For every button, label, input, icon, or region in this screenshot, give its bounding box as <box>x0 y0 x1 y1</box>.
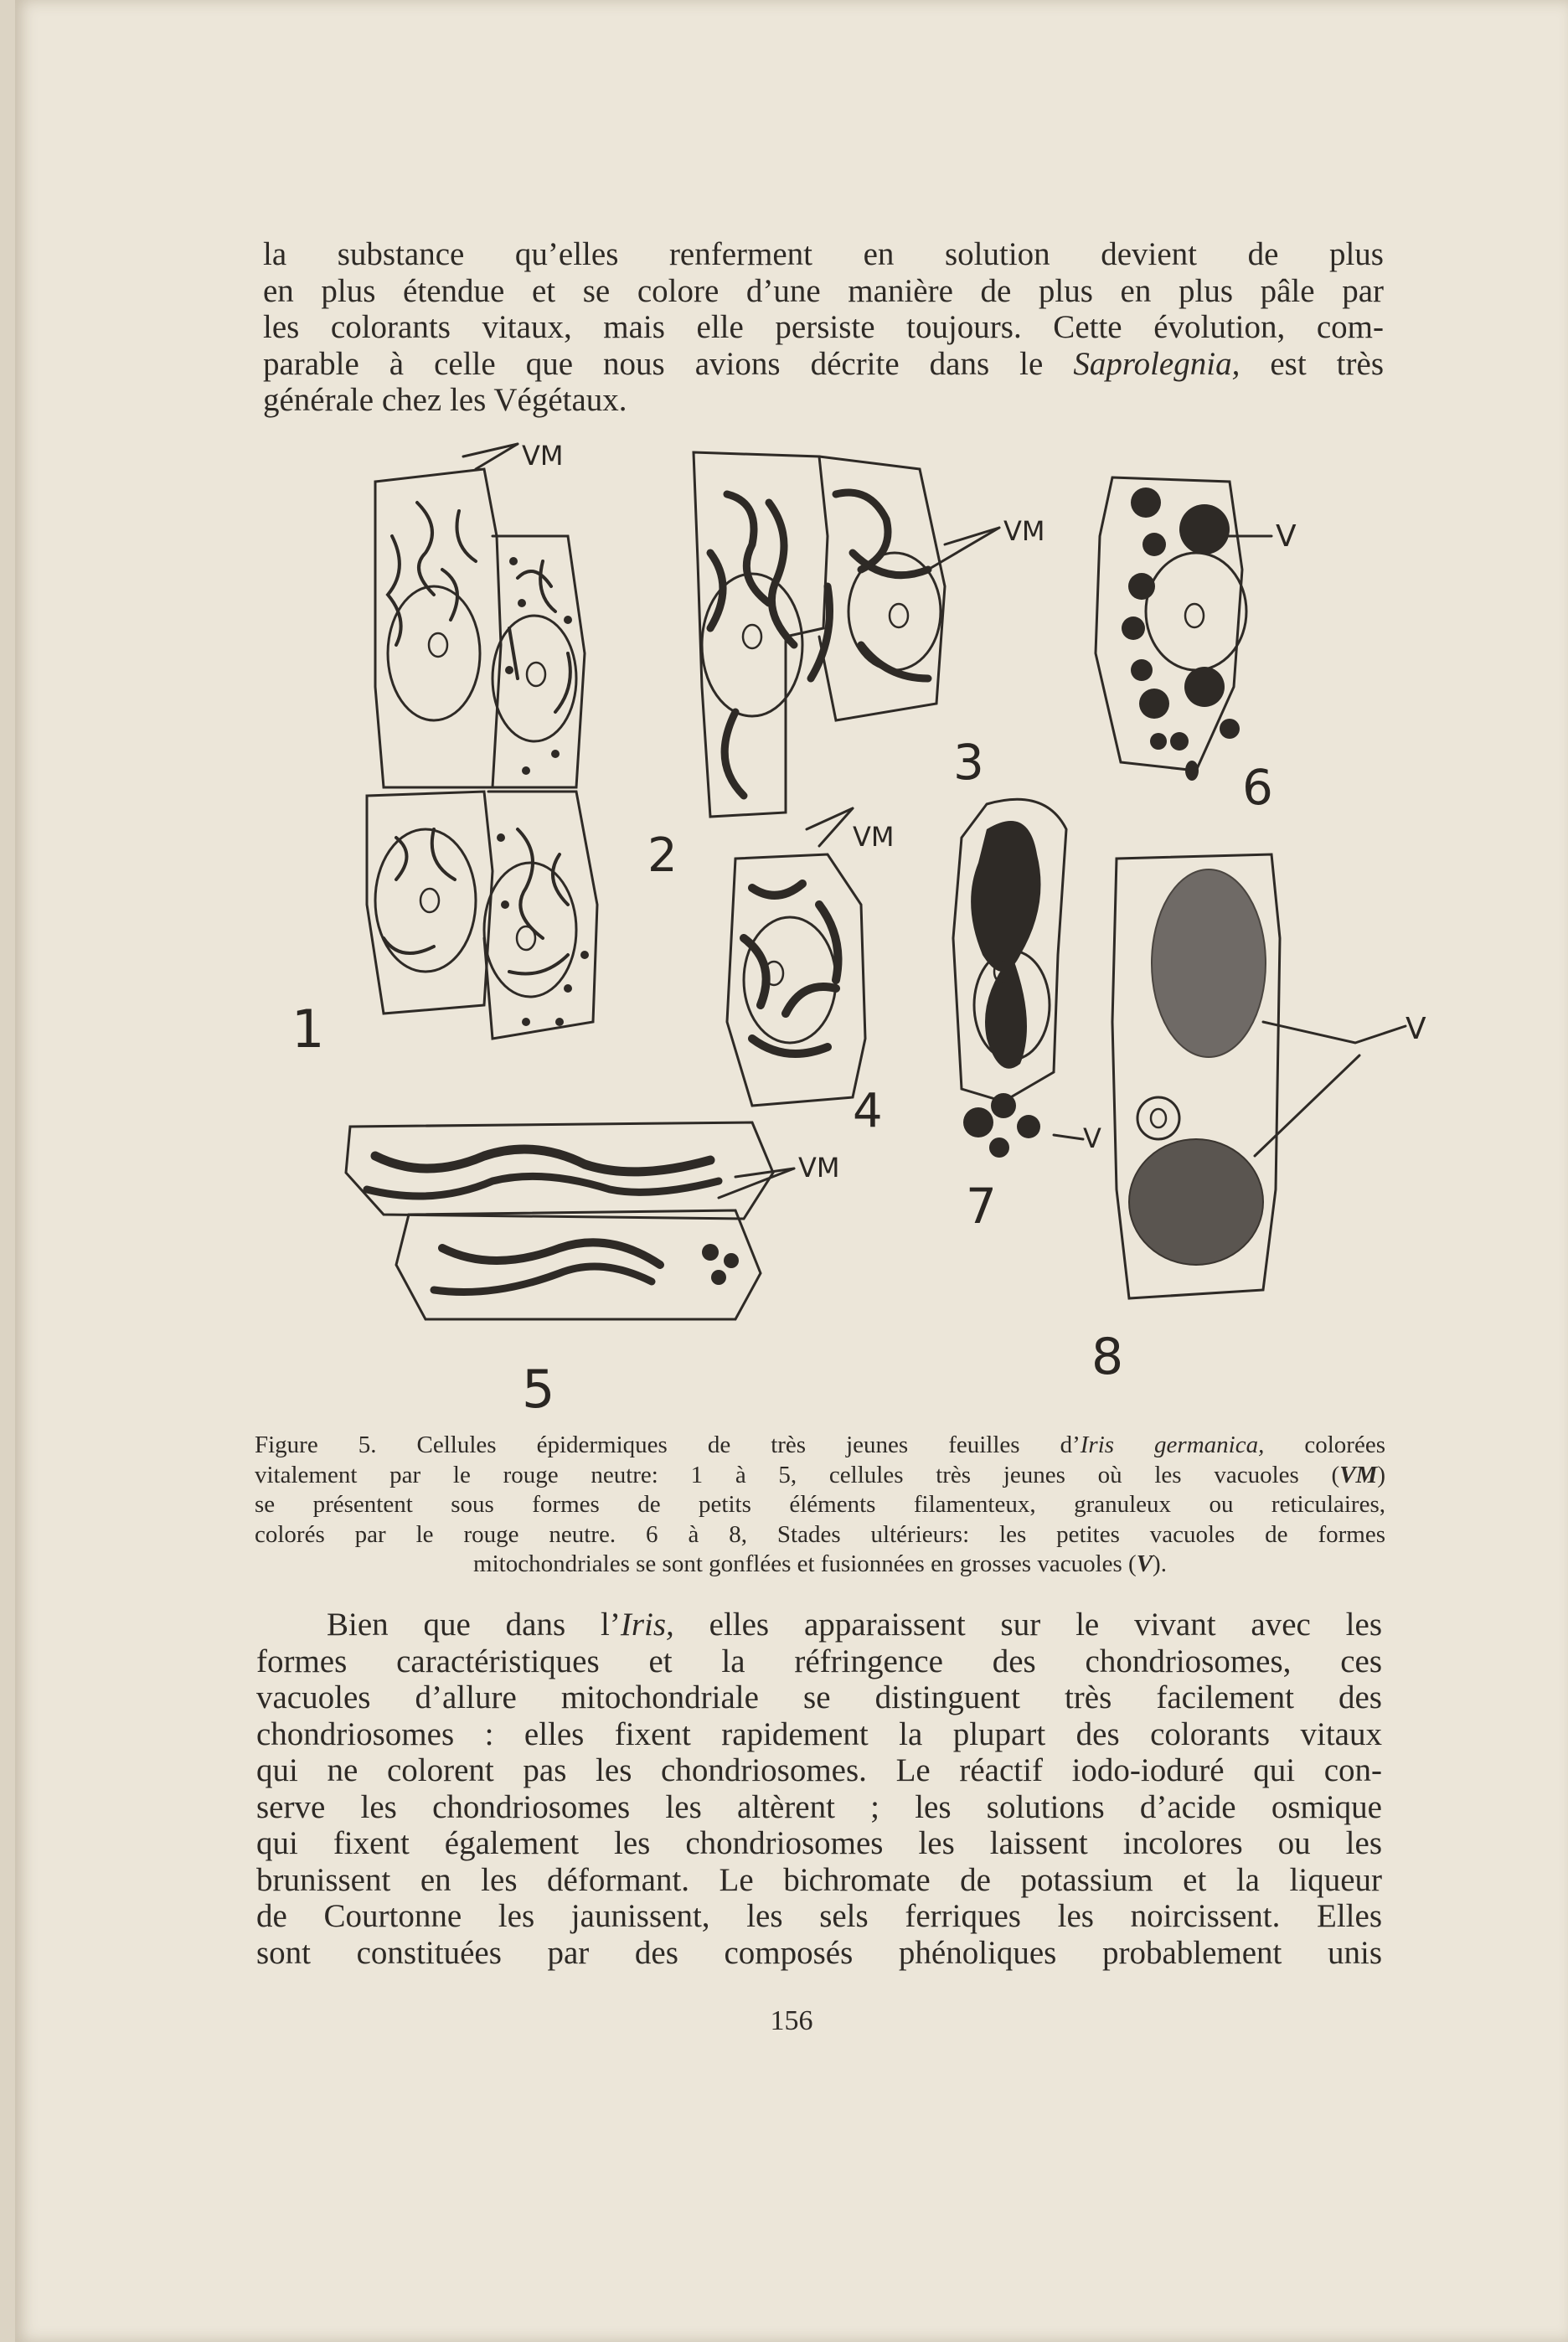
panel-label-3: 3 <box>953 734 984 791</box>
vm-abbrev: VM <box>1339 1461 1378 1488</box>
text-line: brunissent en les déformant. Le bichromate de potassium et la liqueur <box>256 1861 1382 1898</box>
figure-caption <box>255 1431 1385 1580</box>
text-run: Bien que dans l’ <box>327 1607 621 1643</box>
vm-label-fig3: VM <box>1003 515 1045 547</box>
text-line: la substance qu’elles renferment en solution devient de plus <box>263 236 1384 272</box>
text-line: formes caractéristiques et la réfringence des chondriosomes, ces <box>256 1643 1382 1679</box>
text-line <box>263 346 1384 383</box>
panel-label-7: 7 <box>966 1178 997 1235</box>
v-label-fig7: V <box>1083 1122 1101 1154</box>
italic-term: Saprolegnia, <box>1073 345 1240 382</box>
text-line: générale chez les Végétaux. <box>263 382 627 418</box>
caption-line <box>255 1461 1385 1491</box>
cell-illustration <box>291 436 1473 1424</box>
top-paragraph <box>263 236 1384 419</box>
caption-line <box>255 1431 1385 1461</box>
v-label-fig6: V <box>1276 519 1297 554</box>
page-number: 156 <box>770 2005 813 2036</box>
text-line: qui fixent également les chondriosomes les laissent incolores ou les <box>256 1825 1382 1861</box>
text-line: serve les chondriosomes les altèrent ; les solutions d’acide osmique <box>256 1788 1382 1825</box>
text-line: les colorants vitaux, mais elle persiste toujours. Cette évolution, com- <box>263 309 1384 345</box>
text-line: chondriosomes : elles fixent rapidement la plupart des colorants vitaux <box>256 1715 1382 1752</box>
caption-run: ). <box>1153 1550 1167 1577</box>
caption-run: vitalement par le rouge neutre: 1 à 5, cellules très jeunes où les vacuoles ( <box>255 1461 1340 1488</box>
text-line: sont constituées par des composés phénoliques probablement unis <box>256 1934 1382 1971</box>
figure-5-drawing <box>291 436 1473 1424</box>
text-run: est très <box>1240 345 1384 382</box>
vm-label-fig1: VM <box>522 440 564 472</box>
italic-term: Iris, <box>620 1607 674 1643</box>
caption-run: Figure 5. Cellules épidermiques de très jeunes feuilles d’ <box>255 1432 1081 1458</box>
caption-run: colorées <box>1264 1432 1385 1458</box>
caption-run: ) <box>1377 1461 1385 1488</box>
panel-label-5: 5 <box>522 1359 555 1420</box>
text-line <box>256 1607 1382 1643</box>
vm-label-fig4: VM <box>853 821 895 853</box>
text-line: qui ne colorent pas les chondriosomes. Le réactif iodo-ioduré qui con- <box>256 1752 1382 1788</box>
v-abbrev: V <box>1136 1550 1153 1577</box>
text-line: en plus étendue et se colore d’une manière de plus en plus pâle par <box>263 272 1384 309</box>
caption-line: colorés par le rouge neutre. 6 à 8, Stades ultérieurs: les petites vacuoles de formes <box>255 1520 1385 1548</box>
panel-label-2: 2 <box>647 828 678 883</box>
text-line: vacuoles d’allure mitochondriale se distinguent très facilement des <box>256 1679 1382 1715</box>
panel-label-8: 8 <box>1091 1328 1124 1386</box>
v-label-fig8: V <box>1406 1012 1426 1046</box>
text-run: elles apparaissent sur le vivant avec les <box>673 1607 1383 1643</box>
book-page <box>15 0 1568 2342</box>
vm-label-fig5: VM <box>798 1152 840 1184</box>
text-line: de Courtonne les jaunissent, les sels ferriques les noircissent. Elles <box>256 1898 1382 1934</box>
panel-label-4: 4 <box>853 1084 883 1138</box>
caption-line: se présentent sous formes de petits éléments filamenteux, granuleux ou reticulaires, <box>255 1491 1385 1518</box>
caption-run: mitochondriales se sont gonflées et fusionnées en grosses vacuoles ( <box>473 1550 1137 1577</box>
bottom-paragraph <box>256 1607 1382 1971</box>
panel-label-1: 1 <box>291 998 325 1060</box>
caption-line <box>255 1550 1385 1580</box>
panel-label-6: 6 <box>1242 759 1273 816</box>
italic-species: Iris germanica, <box>1080 1432 1265 1458</box>
text-run: parable à celle que nous avions décrite dans le <box>263 345 1074 382</box>
